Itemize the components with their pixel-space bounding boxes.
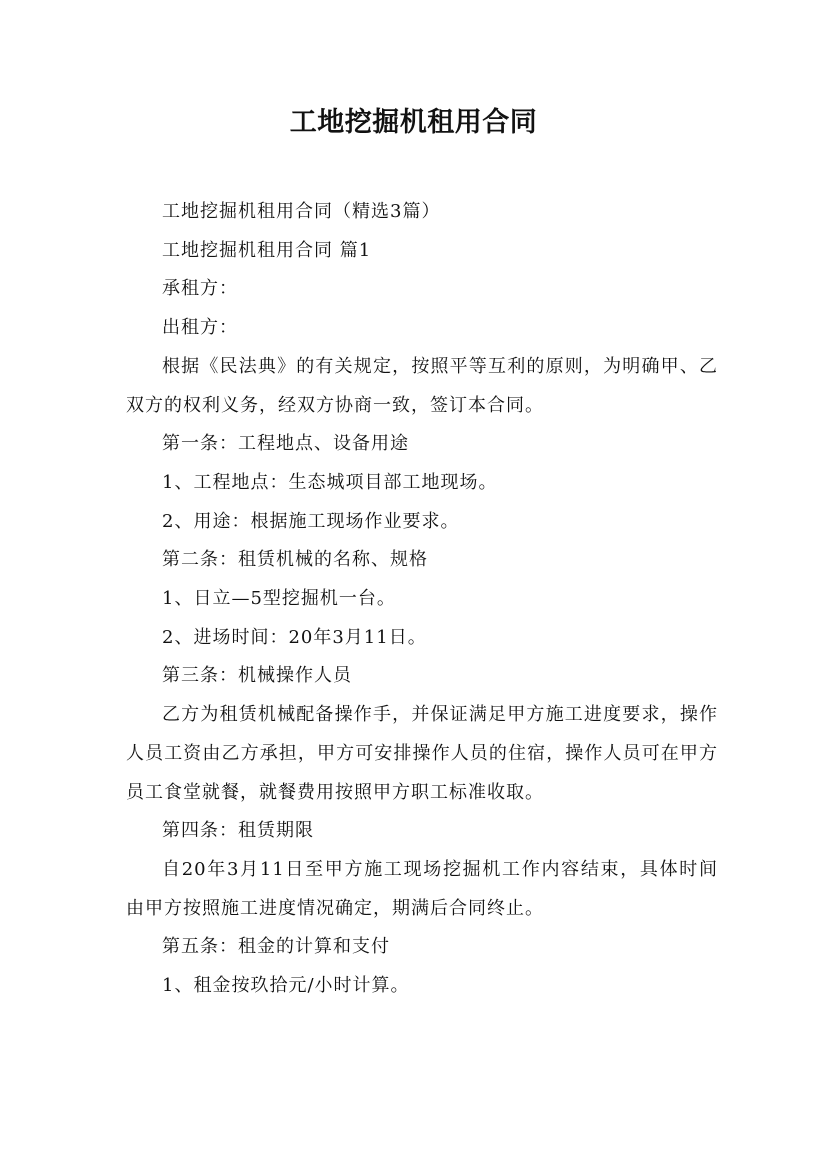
paragraph-clause-3-heading: 第三条：机械操作人员 — [162, 665, 352, 687]
paragraph-clause-2-item-1: 1、日立—5型挖掘机一台。 — [162, 588, 396, 610]
paragraph-preamble: 根据《民法典》的有关规定，按照平等互利的原则，为明确甲、乙双方的权利义务，经双方协商一致，签订本合同。 — [126, 355, 718, 416]
paragraph-collection-heading: 工地挖掘机租用合同（精选3篇） — [162, 201, 441, 222]
paragraph-clause-5-heading: 第五条：租金的计算和支付 — [162, 936, 390, 958]
paragraph-clause-1-item-2: 2、用途：根据施工现场作业要求。 — [162, 510, 460, 532]
paragraph-lessor: 出租方： — [162, 317, 238, 339]
paragraph-article-heading: 工地挖掘机租用合同 篇1 — [162, 239, 372, 261]
paragraph-clause-4-heading: 第四条：租赁期限 — [162, 820, 314, 842]
paragraph-clause-1-heading: 第一条：工程地点、设备用途 — [162, 433, 409, 455]
paragraph-clause-4-body: 自20年3月11日至甲方施工现场挖掘机工作内容结束，具体时间由甲方按照施工进度情况确定，期满后合同终止。 — [126, 858, 718, 919]
paragraph-clause-3-body: 乙方为租赁机械配备操作手，并保证满足甲方施工进度要求，操作人员工资由乙方承担，甲方可安排操作人员的住宿，操作人员可在甲方员工食堂就餐，就餐费用按照甲方职工标准收取。 — [126, 704, 718, 803]
document-body — [126, 193, 718, 1006]
paragraph-clause-1-item-1: 1、工程地点：生态城项目部工地现场。 — [162, 471, 498, 493]
paragraph-clause-5-item-1: 1、租金按玖拾元/小时计算。 — [162, 975, 410, 997]
paragraph-clause-2-item-2: 2、进场时间：20年3月11日。 — [162, 626, 427, 648]
document-title: 工地挖掘机租用合同 — [289, 107, 538, 138]
paragraph-clause-2-heading: 第二条：租赁机械的名称、规格 — [162, 549, 428, 571]
paragraph-lessee: 承租方： — [162, 278, 238, 300]
